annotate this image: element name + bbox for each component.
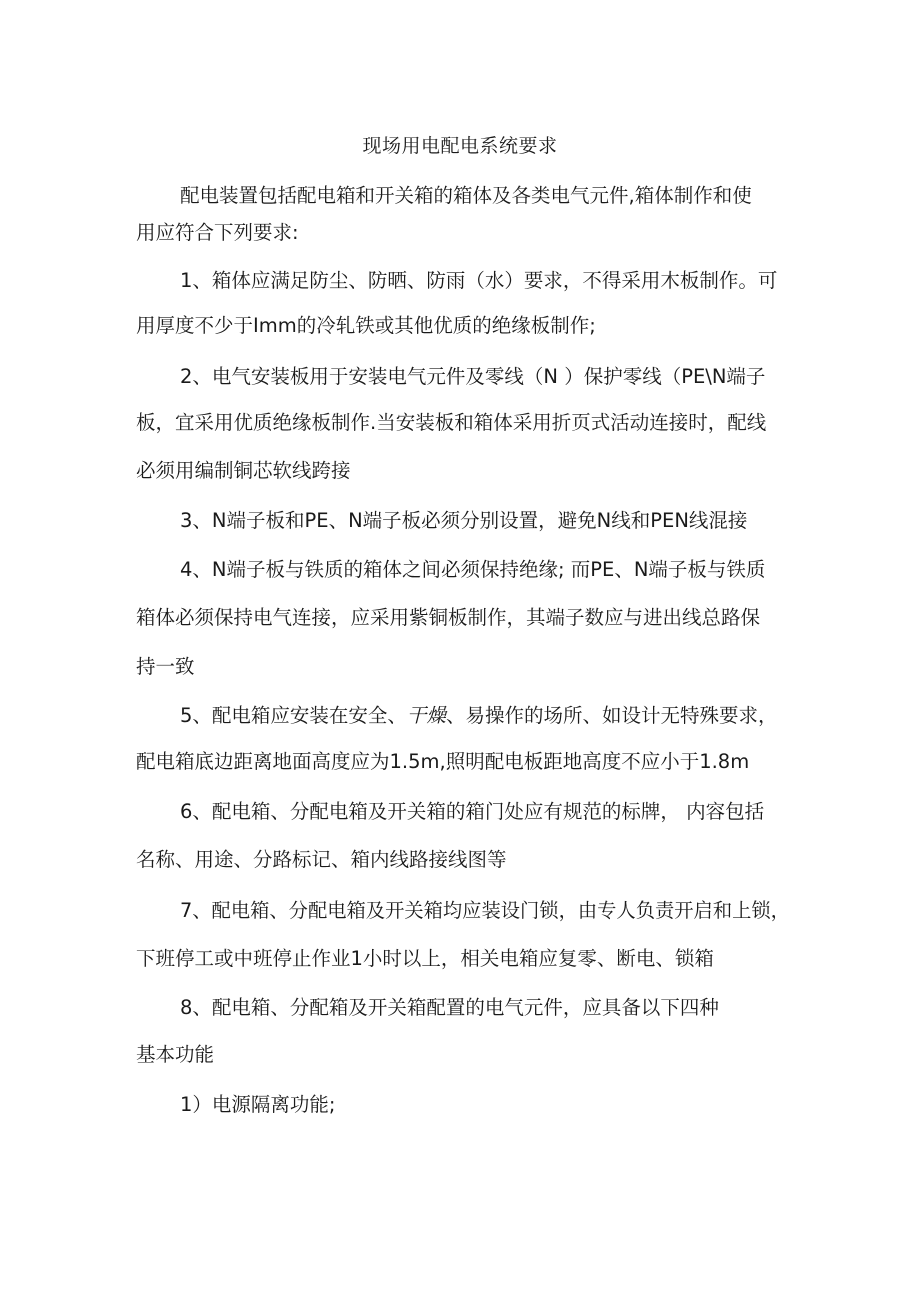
item5-line-2: 配电箱底边距离地面高度应为1.5m,照明配电板距地高度不应小于1.8m <box>136 750 750 773</box>
item7-line-2: 下班停工或中班停止作业1小时以上，相关电箱应复零、断电、锁箱 <box>136 947 714 970</box>
item6-line-1: 6、配电箱、分配电箱及开关箱的箱门处应有规范的标牌， 内容包括 <box>180 800 765 823</box>
intro-line-1: 配电装置包括配电箱和开关箱的箱体及各类电气元件,箱体制作和使 <box>180 184 752 207</box>
item4-line-1: 4、N端子板与铁质的箱体之间必须保持绝缘; 而PE、N端子板与铁质 <box>180 558 766 581</box>
item5-line-1b: 干燥 <box>406 704 446 727</box>
item1-line-1: 1、箱体应满足防尘、防晒、防雨（水）要求，不得采用木板制作。可 <box>180 269 778 292</box>
item8-line-2: 基本功能 <box>136 1043 215 1066</box>
item4-line-3: 持一致 <box>136 655 195 678</box>
item5-line-1a: 5、配电箱应安装在安全、 <box>180 704 407 727</box>
item8-line-1: 8、配电箱、分配箱及开关箱配置的电气元件，应具备以下四种 <box>180 996 719 1019</box>
item7-line-1: 7、配电箱、分配电箱及开关箱均应装设门锁，由专人负责开启和上锁， <box>180 899 790 922</box>
document-title: 现场用电配电系统要求 <box>362 135 558 157</box>
item2-line-3: 必须用编制铜芯软线跨接 <box>136 459 351 482</box>
sub1-line-1: 1）电源隔离功能; <box>180 1093 336 1116</box>
item2-line-2: 板，宜采用优质绝缘板制作.当安装板和箱体采用折页式活动连接时，配线 <box>136 411 767 434</box>
item6-line-2: 名称、用途、分路标记、箱内线路接线图等 <box>136 848 507 871</box>
item1-line-2: 用厚度不少于Imm的冷轧铁或其他优质的绝缘板制作; <box>136 314 596 337</box>
item5-line-1c: 、易操作的场所、如设计无特殊要求， <box>445 704 778 727</box>
item5-line-1 <box>180 704 777 728</box>
item4-line-2: 箱体必须保持电气连接，应采用紫铜板制作，其端子数应与进出线总路保 <box>136 606 761 629</box>
item3-line-1: 3、N端子板和PE、N端子板必须分别设置，避免N线和PEN线混接 <box>180 509 748 532</box>
intro-line-2: 用应符合下列要求: <box>136 221 299 244</box>
item2-line-1: 2、电气安装板用于安装电气元件及零线（N ）保护零线（PE\N端子 <box>180 365 766 388</box>
